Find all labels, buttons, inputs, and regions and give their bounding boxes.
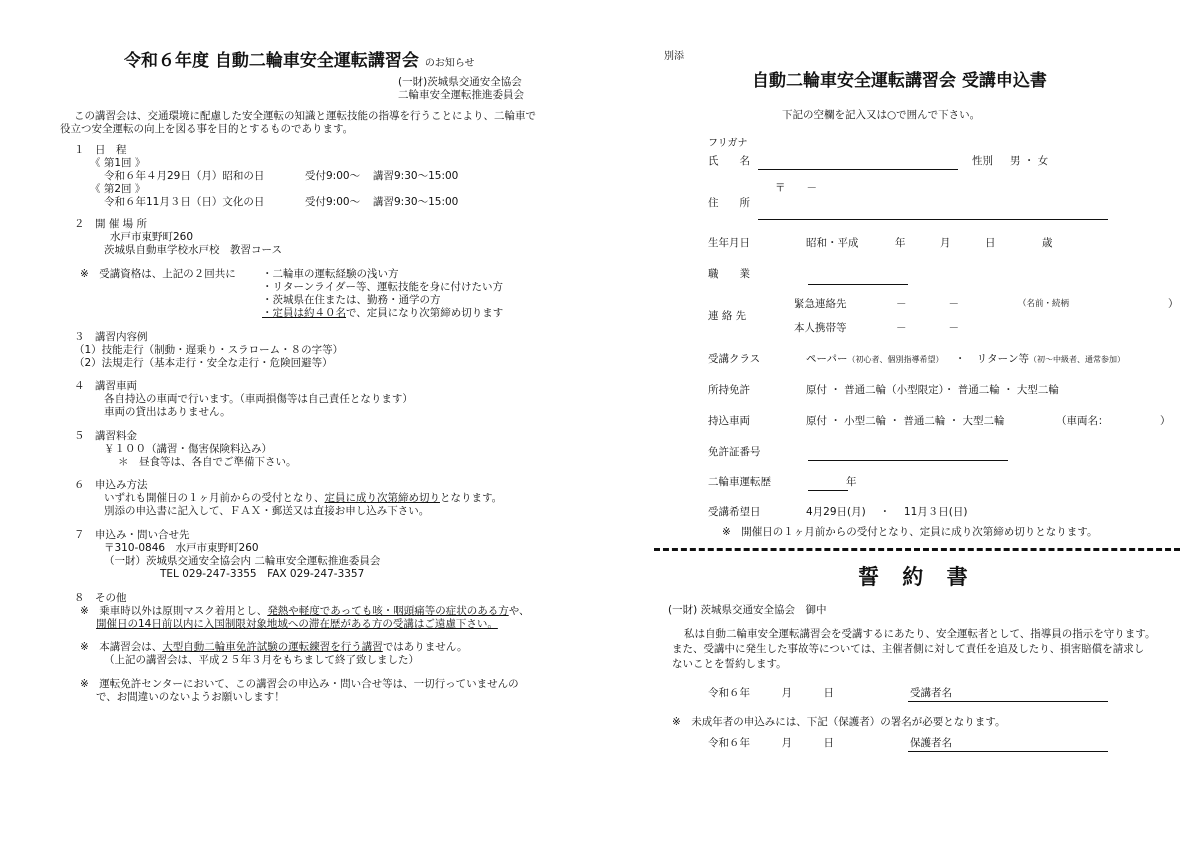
section3-heading: ３ 講習内容例: [74, 331, 148, 343]
license-options[interactable]: 原付 ・ 普通二輪（小型限定）・ 普通二輪 ・ 大型二輪: [806, 384, 1059, 396]
notice-title: 令和６年度 自動二輪車安全運転講習会 のお知らせ: [124, 51, 475, 71]
pledge-body-line3: ないことを誓約します。: [672, 658, 787, 670]
preferred-date-options[interactable]: 4月29日(月) ・ 11月３日(日): [806, 506, 968, 518]
emergency-contact-label: 緊急連絡先: [794, 298, 847, 310]
schedule1-label: 《 第1回 》: [90, 157, 146, 169]
pledge-body-line2: また、受講中に発生した事故等については、主催者側に対して責任を追及したり、損害賠償を請求し: [672, 643, 1145, 655]
preferred-date-label: 受講希望日: [708, 506, 761, 518]
section7-heading: ７ 申込み・問い合せ先: [74, 529, 190, 541]
contact-org: （一財）茨城県交通安全協会内 二輪車安全運転推進委員会: [104, 555, 381, 567]
minor-guardian-note: ※ 未成年者の申込みには、下記（保護者）の署名が必要となります。: [672, 716, 1006, 728]
signer-label: 受講者名: [910, 687, 952, 699]
contact-tel-fax: TEL 029-247-3355 FAX 029-247-3357: [160, 568, 365, 580]
attached-label: 別添: [664, 51, 684, 62]
license-number-field[interactable]: [808, 460, 1008, 461]
name-label: 氏 名: [708, 155, 750, 167]
pledge-title: 誓 約 書: [858, 564, 976, 589]
notice-org2: 二輪車安全運転推進委員会: [398, 89, 524, 101]
emergency-name-relation: （名前・続柄: [1018, 299, 1070, 309]
symptom-underlined: 発熱や軽度であっても咳・咽頭痛等の症状のある方: [267, 605, 509, 617]
cut-line-divider: [654, 548, 1180, 551]
qualification-3: ・茨城県在住または、勤務・通学の方: [262, 294, 441, 306]
class-paper-note: （初心者、個別指導希望）: [847, 355, 944, 364]
large-bike-underlined: 大型自動二輪車免許試験の運転練習を行う講習: [162, 641, 383, 653]
vehicle-options[interactable]: 原付 ・ 小型二輪 ・ 普通二輪 ・ 大型二輪: [806, 415, 1005, 427]
birth-day-unit: 日: [985, 237, 996, 249]
job-field[interactable]: [808, 284, 908, 285]
apply-deadline-underlined: 定員に成り次第締め切り: [324, 492, 440, 504]
content-item-1: （1）技能走行（制動・遅乗り・スラローム・８の字等）: [74, 344, 344, 356]
qualification-4: [262, 305, 503, 320]
name-field[interactable]: [758, 169, 958, 170]
form-deadline-notice: ※ 開催日の１ヶ月前からの受付となり、定員に成り次第締め切りとなります。: [722, 526, 1098, 538]
furigana-label: フリガナ: [708, 138, 748, 149]
birth-era-options[interactable]: 昭和・平成: [806, 237, 859, 249]
address-label: 住 所: [708, 197, 750, 209]
class-paper[interactable]: ペーパー: [806, 353, 848, 365]
fee-amount: ￥１００（講習・傷害保険料込み）: [104, 443, 272, 455]
schedule2-date: 令和６年11月３日（日）文化の日: [104, 196, 265, 208]
notice-title-suffix: のお知らせ: [424, 58, 475, 69]
section5-heading: ５ 講習料金: [74, 430, 137, 442]
pledge-date: 令和６年 月 日: [708, 687, 834, 699]
gender-options[interactable]: 男 ・ 女: [1010, 155, 1049, 167]
riding-experience-field[interactable]: [808, 490, 848, 491]
apply-method-2: 別添の申込書に記入して、ＦＡＸ・郵送又は直接お申し込み下さい。: [104, 505, 430, 517]
mobile-label: 本人携帯等: [794, 322, 847, 334]
class-separator: ・: [954, 353, 966, 365]
form-instruction: 下記の空欄を記入又は○で囲んで下さい。: [782, 109, 981, 121]
age-unit: 歳: [1042, 237, 1053, 249]
qualification-2: ・リターンライダー等、運転技能を身に付けたい方: [262, 281, 503, 293]
class-return[interactable]: リターン等: [976, 353, 1029, 365]
vehicle-note-1: 各自持込の車両で行います。（車両損傷等は自己責任となります）: [104, 393, 413, 405]
other-note-2: ※ 本講習会は、大型自動二輪車免許試験の運転練習を行う講習ではありません。: [80, 641, 468, 653]
capacity-underlined: ・定員は約４０名: [262, 307, 346, 319]
gender-label: 性別: [972, 155, 993, 167]
riding-experience-label: 二輪車運転歴: [708, 476, 771, 488]
other-note-3: ※ 運転免許センターにおいて、この講習会の申込み・問い合せ等は、一切行っていませんの: [80, 678, 519, 690]
schedule1-lecture: 講習9:30～15:00: [373, 170, 459, 182]
guardian-field[interactable]: [908, 751, 1108, 752]
other-note-2-line2: （上記の講習会は、平成２５年３月をもちまして終了致しました）: [104, 654, 419, 666]
other-note-1-line2: 開催日の14日前以内に入国制限対象地域への滞在歴がある方の受講はご遠慮下さい。: [96, 618, 498, 630]
class-options[interactable]: [806, 351, 1125, 366]
job-label: 職 業: [708, 268, 750, 280]
venue-address: 水戸市東野町260: [110, 231, 194, 243]
qualification-heading: ※ 受講資格は、上記の２回共に: [80, 268, 236, 280]
schedule1-reception: 受付9:00～: [305, 170, 361, 182]
schedule2-lecture: 講習9:30～15:00: [373, 196, 459, 208]
address-field[interactable]: [758, 219, 1108, 220]
class-label: 受講クラス: [708, 353, 761, 365]
section8-heading: ８ その他: [74, 592, 127, 604]
venue-name: 茨城県自動車学校水戸校 教習コース: [104, 244, 282, 256]
section4-heading: ４ 講習車両: [74, 380, 137, 392]
class-return-note: （初～中級者、通常参加）: [1028, 355, 1125, 364]
section6-heading: ６ 申込み方法: [74, 479, 148, 491]
vehicle-label: 持込車両: [708, 415, 750, 427]
section2-heading: ２ 開 催 場 所: [74, 218, 148, 230]
fee-lunch-note: ＊ 昼食等は、各自でご準備下さい。: [118, 456, 297, 468]
birthdate-label: 生年月日: [708, 237, 750, 249]
vehicle-name-close: ）: [1160, 415, 1171, 427]
riding-experience-unit: 年: [846, 476, 857, 488]
other-note-1: ※ 乗車時以外は原則マスク着用とし、発熱や軽度であっても咳・咽頭痛等の症状のある方や、: [80, 605, 530, 617]
contact-postal: 〒310-0846 水戸市東野町260: [104, 542, 259, 554]
guardian-label: 保護者名: [910, 737, 952, 749]
schedule2-label: 《 第2回 》: [90, 183, 146, 195]
guardian-date: 令和６年 月 日: [708, 737, 834, 749]
pledge-addressee: (一財) 茨城県交通安全協会 御中: [668, 604, 827, 616]
section1-heading: １ 日 程: [74, 144, 127, 156]
notice-intro-line1: この講習会は、交通環境に配慮した安全運転の知識と運転技能の指導を行うことにより、二輪車で: [74, 110, 536, 122]
birth-year-unit: 年: [895, 237, 906, 249]
vehicle-name-label: （車両名：: [1056, 415, 1109, 427]
notice-intro-line2: 役立つ安全運転の向上を図る事を目的とするものであります。: [60, 123, 354, 135]
notice-org1: (一財)茨城県交通安全協会: [398, 76, 522, 88]
mobile-dashes[interactable]: － －: [896, 322, 959, 334]
content-item-2: （2）法規走行（基本走行・安全な走行・危険回避等）: [74, 357, 333, 369]
pledge-body-line1: 私は自動二輪車安全運転講習会を受講するにあたり、安全運転者として、指導員の指示を守ります。: [684, 628, 1156, 640]
other-note-3-line2: で、お間違いのないようお願いします！: [96, 691, 285, 703]
emergency-contact-dashes[interactable]: － －: [896, 298, 959, 310]
license-label: 所持免許: [708, 384, 750, 396]
schedule2-reception: 受付9:00～: [305, 196, 361, 208]
apply-method-1: いずれも開催日の１ヶ月前からの受付となり、定員に成り次第締め切りとなります。: [104, 492, 503, 504]
contact-label: 連 絡 先: [708, 310, 747, 322]
form-title: 自動二輪車安全運転講習会 受講申込書: [752, 71, 1047, 91]
birth-month-unit: 月: [940, 237, 951, 249]
schedule1-date: 令和６年４月29日（月）昭和の日: [104, 170, 265, 182]
vehicle-note-2: 車両の貸出はありません。: [104, 406, 231, 418]
postal-code-mark: 〒 －: [775, 182, 817, 194]
qualification-1: ・二輪車の運転経験の浅い方: [262, 268, 399, 280]
signer-field[interactable]: [908, 701, 1108, 702]
emergency-close-paren: ）: [1168, 298, 1179, 310]
license-number-label: 免許証番号: [708, 446, 761, 458]
capacity-rest: で、定員になり次第締め切ります: [346, 307, 504, 319]
